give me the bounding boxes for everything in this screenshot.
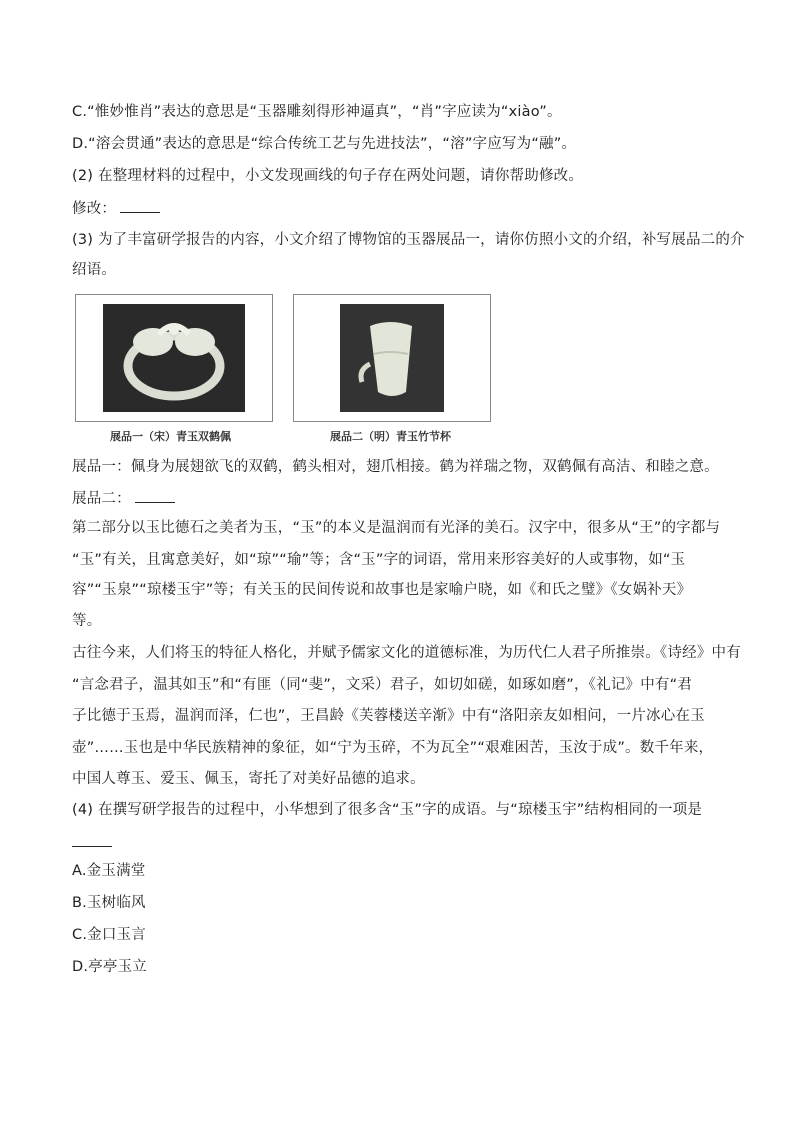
answer-blank: [72, 832, 112, 853]
paragraph-line: 中国人尊玉、爱玉、佩玉，寄托了对美好品德的追求。: [72, 771, 425, 787]
option-a[interactable]: A.金玉满堂: [72, 863, 146, 879]
paragraph-line: 子比德于玉焉，温润而泽，仁也”，王昌龄《芙蓉楼送辛渐》中有“洛阳亲友如相问，一片冰心在玉: [72, 708, 705, 724]
line-question-2: (2) 在整理材料的过程中，小文发现画线的句子存在两处问题，请你帮助修改。: [72, 168, 584, 184]
paragraph-line: 等。: [72, 613, 102, 629]
answer-blank: [135, 488, 175, 503]
line-revise: [72, 198, 160, 219]
double-crane-pendant-icon: [103, 304, 245, 412]
caption-exhibit-2: 展品二（明）青玉竹节杯: [330, 430, 451, 443]
paragraph-line: 古往今来，人们将玉的特征人格化，并赋予儒家文化的道德标准，为历代仁人君子所推崇。《诗经》中有: [72, 645, 741, 661]
caption-exhibit-1: 展品一（宋）青玉双鹤佩: [110, 430, 231, 443]
bamboo-cup-icon: [340, 304, 444, 412]
figure-exhibit-1: [75, 294, 273, 422]
line-question-3: (3) 为了丰富研学报告的内容，小文介绍了博物馆的玉器展品一，请你仿照小文的介绍，补写展品二的介: [72, 232, 745, 248]
line-exhibit-2-intro: [72, 488, 175, 509]
option-b[interactable]: B.玉树临风: [72, 895, 146, 911]
figure-exhibit-2: [293, 294, 491, 422]
paragraph-line: 壶”……玉也是中华民族精神的象征，如“宁为玉碎，不为瓦全”“艰难困苦，玉汝于成”。数千年来，: [72, 740, 714, 756]
option-d[interactable]: D.亭亭玉立: [72, 959, 147, 975]
revise-label: 修改：: [72, 201, 117, 217]
option-c[interactable]: C.金口玉言: [72, 927, 146, 943]
paragraph-line: “玉”有关，且寓意美好，如“琼”“瑜”等；含“玉”字的词语，常用来形容美好的人或事物，如“玉: [72, 552, 686, 568]
line-question-4: (4) 在撰写研学报告的过程中，小华想到了很多含“玉”字的成语。与“琼楼玉宇”结构相同的一项是: [72, 802, 703, 818]
paragraph-line: 容”“玉泉”“琼楼玉宇”等；有关玉的民间传说和故事也是家喻户晓，如《和氏之璧》《女娲补天》: [72, 582, 692, 598]
line-option-c: C.“惟妙惟肖”表达的意思是“玉器雕刻得形神逼真”，“肖”字应读为“xiào”。: [72, 104, 562, 120]
answer-blank: [120, 198, 160, 213]
paragraph-line: 第二部分以玉比德石之美者为玉，“玉”的本义是温润而有光泽的美石。汉字中，很多从“王”的字都与: [72, 520, 721, 536]
paragraph-line: “言念君子，温其如玉”和“有匪（同“斐”，文采）君子，如切如磋，如琢如磨”，《礼记》中有“君: [72, 677, 693, 693]
exhibit-2-photo: [340, 304, 444, 412]
line-question-3-cont: 绍语。: [72, 262, 117, 278]
line-exhibit-1-intro: 展品一：佩身为展翅欲飞的双鹤，鹤头相对，翅爪相接。鹤为祥瑞之物，双鹤佩有高洁、和睦之意。: [72, 459, 719, 475]
exhibit-1-photo: [103, 304, 245, 412]
exhibit-2-label: 展品二：: [72, 491, 131, 507]
line-option-d: D.“溶会贯通”表达的意思是“综合传统工艺与先进技法”，“溶”字应写为“融”。: [72, 136, 577, 152]
